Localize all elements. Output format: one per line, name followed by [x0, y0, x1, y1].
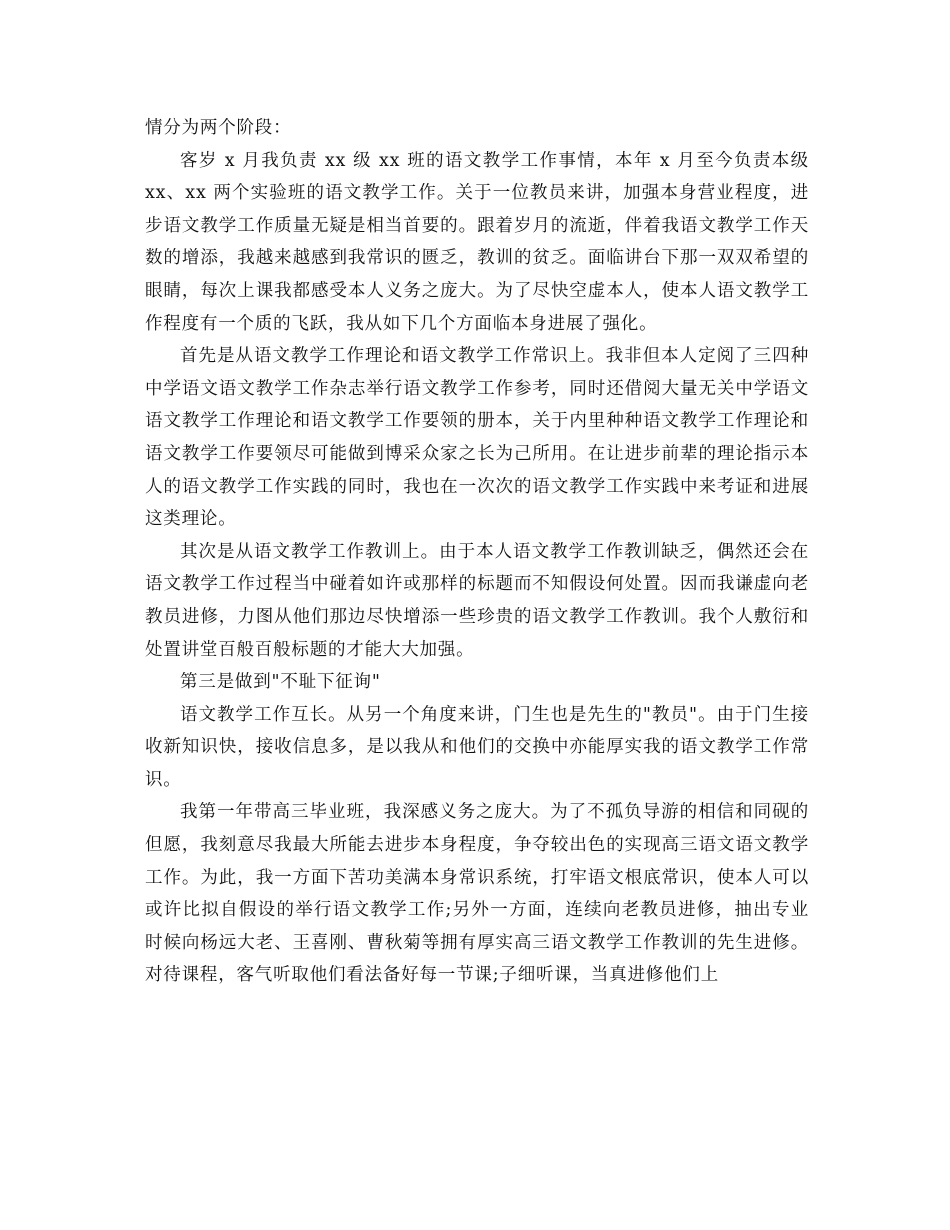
paragraph-1: 情分为两个阶段： — [145, 118, 292, 138]
paragraph-2: 客岁 x 月我负责 xx 级 xx 班的语文教学工作事情，本年 x 月至今负责本级 xx、xx 两个实验班的语文教学工作。关于一位教员来讲，加强本身营业程度，进步语文教学工作质量无疑是相当首要的。跟着岁月的流逝，伴着我语文教学工作天数的增添，我越来越感到我常识的匮乏，教训的贫乏。面临讲台下那一双双希望的眼睛，每次上课我都感受本人义务之庞大。为了尽快空虚本人，使本人语文教学工作程度有一个质的飞跃，我从如下几个方面临本身进展了强化。 — [145, 150, 809, 334]
paragraph-7: 我第一年带高三毕业班，我深感义务之庞大。为了不孤负导游的相信和同砚的但愿，我刻意尽我最大所能去进步本身程度，争夺较出色的实现高三语文语文教学工作。为此，我一方面下苦功美满本身常识系统，打牢语文根底常识，使本人可以或许比拟自假设的举行语文教学工作;另外一方面，连续向老教员进修，抽出专业时候向杨远大老、王喜刚、曹秋菊等拥有厚实高三语文教学工作教训的先生进修。对待课程，客气听取他们看法备好每一节课;子细听课，当真进修他们上 — [145, 802, 809, 986]
paragraph-3: 首先是从语文教学工作理论和语文教学工作常识上。我非但本人定阅了三四种中学语文语文教学工作杂志举行语文教学工作参考，同时还借阅大量无关中学语文语文教学工作理论和语文教学工作要领的册本，关于内里种种语文教学工作理论和语文教学工作要领尽可能做到博采众家之长为己所用。在让进步前辈的理论指示本人的语文教学工作实践的同时，我也在一次次的语文教学工作实践中来考证和进展这类理论。 — [145, 346, 809, 530]
paragraph-5: 第三是做到"不耻下征询" — [180, 672, 381, 693]
paragraph-4: 其次是从语文教学工作教训上。由于本人语文教学工作教训缺乏，偶然还会在语文教学工作过程当中碰着如许或那样的标题而不知假设何处置。因而我谦虚向老教员进修，力图从他们那边尽快增添一些珍贵的语文教学工作教训。我个人敷衍和处置讲堂百般百般标题的才能大大加强。 — [145, 541, 809, 660]
paragraph-6: 语文教学工作互长。从另一个角度来讲，门生也是先生的"教员"。由于门生接收新知识快，接收信息多，是以我从和他们的交换中亦能厚实我的语文教学工作常识。 — [145, 704, 809, 790]
body-text — [145, 112, 809, 992]
